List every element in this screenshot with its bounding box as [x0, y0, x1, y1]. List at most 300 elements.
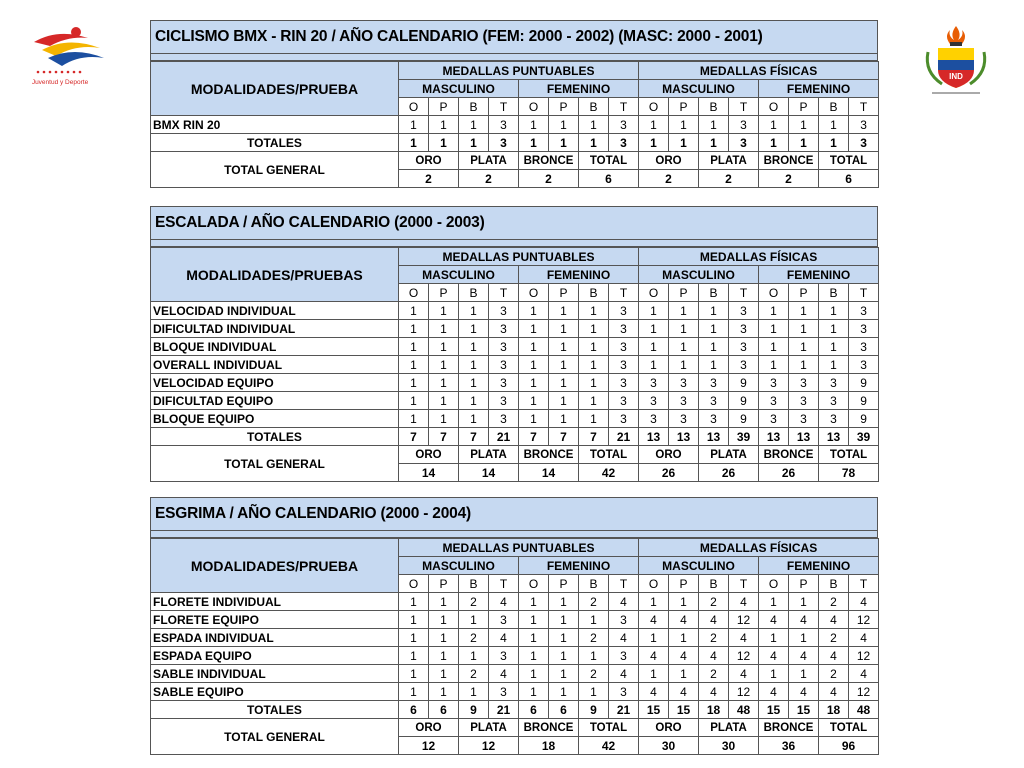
- logo-right-caption: IND: [949, 72, 963, 81]
- modalidad-header: MODALIDADES/PRUEBAS: [151, 248, 399, 302]
- general-plata-header: PLATA: [459, 152, 519, 170]
- value-cell: 3: [609, 320, 639, 338]
- sub-header-cell: P: [429, 284, 459, 302]
- sub-header-cell: T: [729, 284, 759, 302]
- totals-row: [151, 134, 879, 152]
- value-cell: 3: [489, 116, 519, 134]
- value-cell: 1: [759, 338, 789, 356]
- value-cell: 1: [759, 116, 789, 134]
- value-cell: 1: [519, 338, 549, 356]
- value-cell: 1: [669, 116, 699, 134]
- value-cell: 3: [639, 410, 669, 428]
- sub-header-cell: T: [489, 284, 519, 302]
- value-cell: 3: [609, 116, 639, 134]
- general-value-cell: 30: [699, 737, 759, 755]
- general-total-header: TOTAL: [819, 152, 879, 170]
- sub-header-cell: O: [759, 284, 789, 302]
- value-cell: 2: [699, 629, 729, 647]
- section-spacer: [150, 240, 878, 247]
- sub-header-cell: B: [459, 284, 489, 302]
- value-cell: 3: [609, 302, 639, 320]
- value-cell: 3: [639, 392, 669, 410]
- value-cell: 1: [759, 629, 789, 647]
- totals-cell: 7: [399, 428, 429, 446]
- value-cell: 1: [549, 683, 579, 701]
- value-cell: 1: [699, 116, 729, 134]
- fem-header: FEMENINO: [759, 266, 879, 284]
- value-cell: 1: [519, 647, 549, 665]
- value-cell: 3: [609, 338, 639, 356]
- general-value-cell: 2: [459, 170, 519, 188]
- sub-header-cell: T: [609, 284, 639, 302]
- value-cell: 1: [459, 338, 489, 356]
- row-label: OVERALL INDIVIDUAL: [151, 356, 399, 374]
- value-cell: 1: [519, 356, 549, 374]
- general-header-row: [151, 446, 879, 464]
- value-cell: 1: [789, 356, 819, 374]
- sub-header-cell: B: [819, 284, 849, 302]
- sub-header-cell: P: [429, 575, 459, 593]
- value-cell: 4: [699, 647, 729, 665]
- totals-cell: 1: [639, 134, 669, 152]
- table-row: [151, 593, 879, 611]
- sub-header-cell: T: [489, 98, 519, 116]
- totals-cell: 7: [429, 428, 459, 446]
- value-cell: 4: [609, 593, 639, 611]
- value-cell: 1: [519, 629, 549, 647]
- value-cell: 3: [759, 410, 789, 428]
- value-cell: 12: [729, 647, 759, 665]
- group-fisicas-header: MEDALLAS FÍSICAS: [639, 248, 879, 266]
- value-cell: 1: [819, 116, 849, 134]
- sub-header-cell: B: [819, 98, 849, 116]
- value-cell: 1: [519, 302, 549, 320]
- fem-header: FEMENINO: [759, 557, 879, 575]
- value-cell: 1: [699, 338, 729, 356]
- sub-header-cell: T: [729, 98, 759, 116]
- masc-header: MASCULINO: [639, 266, 759, 284]
- general-bronce-header: BRONCE: [759, 152, 819, 170]
- value-cell: 4: [639, 611, 669, 629]
- value-cell: 2: [579, 629, 609, 647]
- row-label: FLORETE INDIVIDUAL: [151, 593, 399, 611]
- value-cell: 1: [429, 647, 459, 665]
- value-cell: 3: [729, 320, 759, 338]
- general-bronce-header: BRONCE: [759, 719, 819, 737]
- totals-row: [151, 428, 879, 446]
- value-cell: 1: [549, 410, 579, 428]
- general-oro-header: ORO: [399, 719, 459, 737]
- totals-cell: 1: [549, 134, 579, 152]
- value-cell: 3: [759, 374, 789, 392]
- totals-cell: 48: [849, 701, 879, 719]
- row-label: VELOCIDAD EQUIPO: [151, 374, 399, 392]
- general-value-cell: 18: [519, 737, 579, 755]
- sub-header-cell: O: [519, 98, 549, 116]
- value-cell: 1: [429, 629, 459, 647]
- value-cell: 2: [579, 593, 609, 611]
- totals-cell: 13: [639, 428, 669, 446]
- value-cell: 1: [429, 410, 459, 428]
- value-cell: 4: [489, 629, 519, 647]
- general-oro-header: ORO: [639, 152, 699, 170]
- sub-header-cell: P: [549, 575, 579, 593]
- section-esgrima: [150, 497, 878, 755]
- fem-header: FEMENINO: [519, 266, 639, 284]
- group-puntuables-header: MEDALLAS PUNTUABLES: [399, 248, 639, 266]
- totals-cell: 13: [759, 428, 789, 446]
- totals-label: TOTALES: [151, 701, 399, 719]
- general-header-row: [151, 152, 879, 170]
- value-cell: 2: [699, 665, 729, 683]
- medals-table: [150, 247, 879, 482]
- value-cell: 2: [459, 629, 489, 647]
- sub-header-cell: B: [579, 98, 609, 116]
- table-row: [151, 647, 879, 665]
- general-total-header: TOTAL: [579, 152, 639, 170]
- value-cell: 2: [819, 593, 849, 611]
- value-cell: 12: [729, 611, 759, 629]
- totals-cell: 7: [459, 428, 489, 446]
- sub-header-cell: B: [819, 575, 849, 593]
- general-value-cell: 2: [399, 170, 459, 188]
- general-value-cell: 2: [519, 170, 579, 188]
- value-cell: 3: [489, 302, 519, 320]
- value-cell: 1: [669, 320, 699, 338]
- general-total-header: TOTAL: [579, 446, 639, 464]
- value-cell: 1: [549, 629, 579, 647]
- value-cell: 1: [579, 611, 609, 629]
- value-cell: 4: [609, 629, 639, 647]
- value-cell: 1: [669, 356, 699, 374]
- value-cell: 4: [489, 593, 519, 611]
- sub-header-cell: O: [519, 284, 549, 302]
- value-cell: 4: [669, 611, 699, 629]
- table-row: [151, 374, 879, 392]
- value-cell: 1: [429, 593, 459, 611]
- row-label: SABLE INDIVIDUAL: [151, 665, 399, 683]
- totals-cell: 21: [489, 428, 519, 446]
- value-cell: 1: [759, 665, 789, 683]
- value-cell: 3: [819, 392, 849, 410]
- value-cell: 4: [849, 629, 879, 647]
- value-cell: 3: [489, 320, 519, 338]
- row-label: DIFICULTAD INDIVIDUAL: [151, 320, 399, 338]
- totals-cell: 6: [519, 701, 549, 719]
- value-cell: 1: [579, 647, 609, 665]
- sub-header-cell: O: [639, 98, 669, 116]
- value-cell: 1: [549, 374, 579, 392]
- value-cell: 1: [639, 116, 669, 134]
- value-cell: 3: [849, 356, 879, 374]
- value-cell: 3: [849, 116, 879, 134]
- value-cell: 1: [429, 392, 459, 410]
- table-row: [151, 629, 879, 647]
- value-cell: 3: [669, 392, 699, 410]
- value-cell: 2: [579, 665, 609, 683]
- value-cell: 12: [849, 611, 879, 629]
- section-spacer: [150, 54, 878, 61]
- fem-header: FEMENINO: [519, 80, 639, 98]
- value-cell: 1: [549, 320, 579, 338]
- value-cell: 4: [639, 683, 669, 701]
- value-cell: 1: [399, 647, 429, 665]
- value-cell: 9: [849, 392, 879, 410]
- value-cell: 1: [789, 320, 819, 338]
- value-cell: 1: [459, 647, 489, 665]
- value-cell: 4: [789, 611, 819, 629]
- value-cell: 1: [639, 320, 669, 338]
- value-cell: 1: [759, 356, 789, 374]
- group-puntuables-header: MEDALLAS PUNTUABLES: [399, 539, 639, 557]
- value-cell: 3: [729, 356, 759, 374]
- totals-cell: 1: [519, 134, 549, 152]
- sub-header-cell: T: [849, 284, 879, 302]
- totals-label: TOTALES: [151, 428, 399, 446]
- sub-header-cell: O: [639, 284, 669, 302]
- row-label: SABLE EQUIPO: [151, 683, 399, 701]
- section-title: CICLISMO BMX - RIN 20 / AÑO CALENDARIO (FEM: 2000 - 2002) (MASC: 2000 - 2001): [150, 20, 878, 54]
- value-cell: 1: [429, 302, 459, 320]
- sub-header-cell: P: [789, 284, 819, 302]
- totals-cell: 18: [819, 701, 849, 719]
- totals-cell: 3: [849, 134, 879, 152]
- value-cell: 1: [519, 320, 549, 338]
- value-cell: 1: [459, 320, 489, 338]
- general-total-header: TOTAL: [819, 719, 879, 737]
- totals-cell: 1: [399, 134, 429, 152]
- value-cell: 4: [759, 647, 789, 665]
- general-bronce-header: BRONCE: [519, 446, 579, 464]
- sub-header-cell: P: [429, 98, 459, 116]
- value-cell: 1: [579, 116, 609, 134]
- value-cell: 1: [429, 683, 459, 701]
- value-cell: 1: [399, 374, 429, 392]
- value-cell: 1: [519, 392, 549, 410]
- value-cell: 3: [669, 410, 699, 428]
- general-value-cell: 30: [639, 737, 699, 755]
- sub-header-cell: B: [699, 98, 729, 116]
- sub-header-cell: B: [699, 575, 729, 593]
- table-row: [151, 392, 879, 410]
- juventud-deporte-logo-icon: [28, 22, 106, 92]
- value-cell: 1: [699, 320, 729, 338]
- value-cell: 3: [819, 374, 849, 392]
- value-cell: 3: [819, 410, 849, 428]
- general-value-cell: 26: [759, 464, 819, 482]
- totals-cell: 1: [819, 134, 849, 152]
- value-cell: 1: [549, 593, 579, 611]
- value-cell: 1: [669, 629, 699, 647]
- value-cell: 3: [609, 374, 639, 392]
- modalidad-header: MODALIDADES/PRUEBA: [151, 62, 399, 116]
- sub-header-cell: O: [399, 98, 429, 116]
- totals-cell: 1: [669, 134, 699, 152]
- value-cell: 1: [459, 356, 489, 374]
- medals-table: [150, 538, 879, 755]
- medals-table: [150, 61, 879, 188]
- totals-cell: 6: [399, 701, 429, 719]
- value-cell: 1: [459, 392, 489, 410]
- sub-header-cell: P: [549, 98, 579, 116]
- value-cell: 1: [579, 410, 609, 428]
- total-general-label: TOTAL GENERAL: [151, 152, 399, 188]
- value-cell: 4: [819, 611, 849, 629]
- value-cell: 3: [609, 611, 639, 629]
- sub-header-cell: O: [639, 575, 669, 593]
- totals-cell: 6: [549, 701, 579, 719]
- general-value-cell: 14: [519, 464, 579, 482]
- sub-header-cell: T: [729, 575, 759, 593]
- value-cell: 3: [609, 410, 639, 428]
- totals-cell: 7: [549, 428, 579, 446]
- sub-header-cell: B: [459, 575, 489, 593]
- value-cell: 3: [609, 392, 639, 410]
- value-cell: 1: [399, 320, 429, 338]
- sub-header-cell: T: [609, 98, 639, 116]
- sub-header-cell: P: [789, 98, 819, 116]
- row-label: BMX RIN 20: [151, 116, 399, 134]
- general-value-cell: 12: [459, 737, 519, 755]
- value-cell: 1: [399, 665, 429, 683]
- value-cell: 1: [579, 683, 609, 701]
- value-cell: 3: [489, 647, 519, 665]
- totals-cell: 9: [579, 701, 609, 719]
- value-cell: 3: [849, 320, 879, 338]
- value-cell: 3: [489, 356, 519, 374]
- value-cell: 1: [669, 665, 699, 683]
- value-cell: 3: [489, 611, 519, 629]
- totals-cell: 15: [669, 701, 699, 719]
- value-cell: 3: [609, 683, 639, 701]
- group-puntuables-header: MEDALLAS PUNTUABLES: [399, 62, 639, 80]
- totals-cell: 3: [489, 134, 519, 152]
- sub-header-cell: O: [519, 575, 549, 593]
- value-cell: 4: [849, 593, 879, 611]
- group-fisicas-header: MEDALLAS FÍSICAS: [639, 62, 879, 80]
- value-cell: 4: [729, 665, 759, 683]
- value-cell: 1: [399, 629, 429, 647]
- value-cell: 3: [849, 338, 879, 356]
- row-label: ESPADA INDIVIDUAL: [151, 629, 399, 647]
- value-cell: 4: [639, 647, 669, 665]
- row-label: VELOCIDAD INDIVIDUAL: [151, 302, 399, 320]
- totals-cell: 13: [669, 428, 699, 446]
- value-cell: 1: [429, 374, 459, 392]
- value-cell: 1: [519, 593, 549, 611]
- value-cell: 1: [759, 302, 789, 320]
- value-cell: 1: [789, 665, 819, 683]
- value-cell: 1: [819, 356, 849, 374]
- value-cell: 1: [549, 338, 579, 356]
- value-cell: 1: [639, 338, 669, 356]
- sub-header-cell: O: [759, 575, 789, 593]
- value-cell: 1: [399, 593, 429, 611]
- value-cell: 4: [789, 683, 819, 701]
- value-cell: 1: [459, 302, 489, 320]
- row-label: ESPADA EQUIPO: [151, 647, 399, 665]
- value-cell: 3: [729, 116, 759, 134]
- value-cell: 1: [789, 629, 819, 647]
- value-cell: 1: [669, 338, 699, 356]
- value-cell: 1: [519, 683, 549, 701]
- value-cell: 1: [579, 338, 609, 356]
- general-value-cell: 42: [579, 464, 639, 482]
- value-cell: 1: [579, 356, 609, 374]
- value-cell: 3: [759, 392, 789, 410]
- general-value-cell: 96: [819, 737, 879, 755]
- value-cell: 4: [819, 683, 849, 701]
- totals-cell: 1: [579, 134, 609, 152]
- totals-cell: 15: [639, 701, 669, 719]
- value-cell: 3: [489, 338, 519, 356]
- value-cell: 3: [609, 647, 639, 665]
- value-cell: 1: [819, 320, 849, 338]
- general-value-cell: 6: [579, 170, 639, 188]
- general-bronce-header: BRONCE: [519, 152, 579, 170]
- value-cell: 1: [699, 302, 729, 320]
- value-cell: 1: [429, 665, 459, 683]
- totals-cell: 1: [759, 134, 789, 152]
- totals-cell: 18: [699, 701, 729, 719]
- value-cell: 4: [699, 611, 729, 629]
- value-cell: 4: [819, 647, 849, 665]
- section-title: ESCALADA / AÑO CALENDARIO (2000 - 2003): [150, 206, 878, 240]
- value-cell: 2: [459, 593, 489, 611]
- value-cell: 1: [519, 665, 549, 683]
- totals-cell: 21: [489, 701, 519, 719]
- general-value-cell: 14: [399, 464, 459, 482]
- totals-cell: 7: [519, 428, 549, 446]
- totals-cell: 15: [789, 701, 819, 719]
- value-cell: 1: [519, 116, 549, 134]
- value-cell: 3: [789, 392, 819, 410]
- value-cell: 3: [729, 302, 759, 320]
- logo-left-caption: Juventud y Deporte: [31, 79, 89, 86]
- table-row: [151, 611, 879, 629]
- value-cell: 3: [699, 374, 729, 392]
- value-cell: 1: [819, 338, 849, 356]
- general-value-cell: 2: [639, 170, 699, 188]
- table-row: [151, 683, 879, 701]
- totals-row: [151, 701, 879, 719]
- value-cell: 1: [579, 392, 609, 410]
- masc-header: MASCULINO: [639, 80, 759, 98]
- value-cell: 3: [639, 374, 669, 392]
- sub-header-cell: O: [759, 98, 789, 116]
- masc-header: MASCULINO: [399, 266, 519, 284]
- value-cell: 2: [459, 665, 489, 683]
- value-cell: 1: [789, 116, 819, 134]
- sub-header-cell: T: [609, 575, 639, 593]
- general-bronce-header: BRONCE: [759, 446, 819, 464]
- value-cell: 3: [669, 374, 699, 392]
- value-cell: 1: [429, 320, 459, 338]
- value-cell: 1: [639, 302, 669, 320]
- value-cell: 1: [399, 356, 429, 374]
- value-cell: 1: [789, 593, 819, 611]
- table-row: [151, 116, 879, 134]
- value-cell: 1: [399, 611, 429, 629]
- general-plata-header: PLATA: [459, 446, 519, 464]
- general-value-cell: 14: [459, 464, 519, 482]
- general-bronce-header: BRONCE: [519, 719, 579, 737]
- value-cell: 4: [849, 665, 879, 683]
- value-cell: 4: [759, 683, 789, 701]
- value-cell: 9: [729, 374, 759, 392]
- value-cell: 9: [729, 410, 759, 428]
- value-cell: 1: [549, 611, 579, 629]
